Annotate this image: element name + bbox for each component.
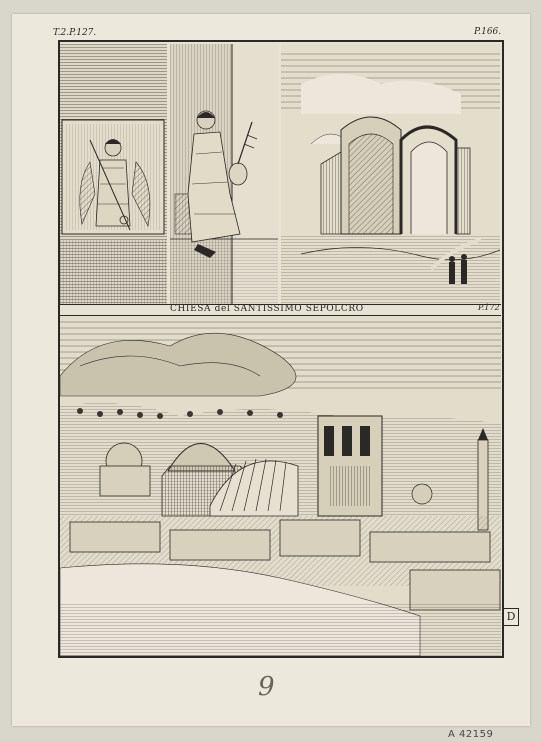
plate-caption: CHIESA del SANTISSIMO SEPOLCRO: [170, 304, 364, 314]
jerusalem-panorama-engraving-panel: [60, 316, 501, 656]
musician-engraving-panel: [170, 44, 278, 306]
plate-reference-left: T.2.P.127.: [53, 28, 97, 38]
caption-page-reference: P.172: [478, 303, 500, 312]
inventory-number: A 42159: [448, 729, 494, 740]
angel-engraving-panel: [60, 44, 167, 306]
plate-reference-right: P.166.: [474, 27, 502, 37]
pencil-number: 9: [258, 672, 275, 702]
plate-letter: D: [503, 608, 519, 626]
ruined-church-engraving-panel: [281, 44, 500, 306]
